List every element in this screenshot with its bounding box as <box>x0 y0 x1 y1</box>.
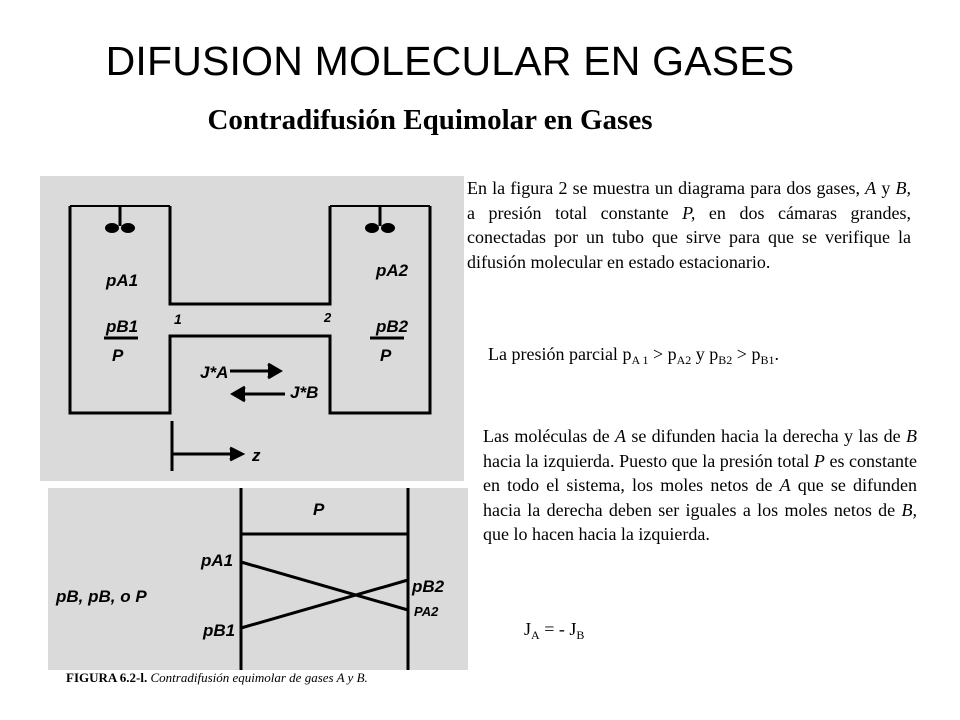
label-pA2-profile: PA2 <box>414 604 439 619</box>
label-pA1: pA1 <box>106 271 139 290</box>
chambers-diagram <box>40 176 464 481</box>
caption-text: Contradifusión equimolar de gases A y B. <box>150 670 368 685</box>
caption-figure-number: FIGURA 6.2-l. <box>66 670 148 685</box>
label-pB2: pB2 <box>376 317 409 336</box>
pressure-profile-diagram <box>48 488 468 670</box>
label-flux-B: J*B <box>290 383 319 402</box>
intro-paragraph: En la figura 2 se muestra un diagrama para dos gases, A y B, a presión total constante P, en dos cámaras grandes, conectadas por un tubo que sirve para que se verifique la difusión molecular en estado estacionario. <box>467 178 911 272</box>
chamber-outline-upper <box>70 206 430 413</box>
slide-title: DIFUSION MOLECULAR EN GASES <box>105 38 795 84</box>
chambers-diagram-drawing <box>40 176 464 481</box>
label-point-2: 2 <box>324 310 332 325</box>
label-point-1: 1 <box>174 311 182 327</box>
flux-equation: $J_A$ = - $J_B$ <box>524 619 585 642</box>
figure-caption <box>66 670 368 686</box>
label-flux-A: J*A <box>200 363 229 382</box>
label-right-P: P <box>380 346 392 365</box>
label-pB1: pB1 <box>106 317 139 336</box>
slide-subtitle: Contradifusión Equimolar en Gases <box>207 104 653 136</box>
pressure-profile-drawing <box>48 488 468 670</box>
label-left-P: P <box>112 346 124 365</box>
label-pB1-profile: pB1 <box>203 621 236 640</box>
label-pA1-profile: pA1 <box>201 551 234 570</box>
label-pA2: pA2 <box>376 261 409 280</box>
label-pB2-profile: pB2 <box>412 577 445 596</box>
label-axis-z: z <box>252 446 261 465</box>
label-total-P: P <box>313 500 325 519</box>
label-y-axis: pB, pB, o P <box>56 587 147 606</box>
tube-top-wall <box>170 206 330 304</box>
diffusion-explanation-paragraph: Las moléculas de A se difunden hacia la derecha y las de B hacia la izquierda. Puesto que la presión total P es constante en todo el sistema, los moles netos de A que se difunden hacia la derecha deben ser iguales a los moles netos de B, que lo hacen hacia la izquierda. <box>483 426 918 545</box>
partial-pressure-statement: La presión parcial $p_{A 1} > p_{A2}$ y $p_{B2} > p_{B1}$. <box>488 344 779 367</box>
